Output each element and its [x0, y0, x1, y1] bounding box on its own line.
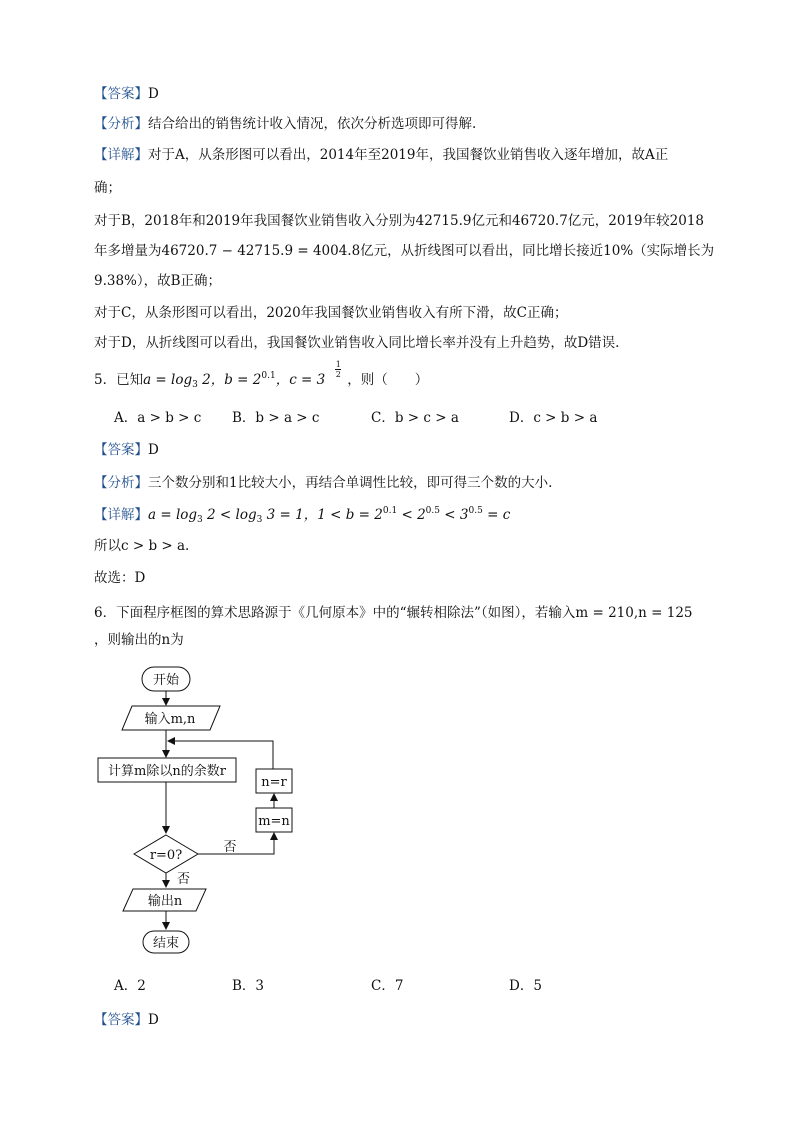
- q5-option-b: B．b > a > c: [232, 410, 320, 426]
- q5-c-exponent: [325, 360, 347, 388]
- q6-option-c: C．7: [371, 978, 404, 994]
- flow-end-label: 结束: [152, 936, 180, 951]
- flow-no-label: 否: [223, 840, 237, 855]
- answer-value: D: [148, 86, 159, 102]
- q6-answer-line: [94, 1010, 159, 1030]
- q5-detail-rest: 3 = 1，1 < b = 2: [262, 507, 383, 523]
- q5-detail-end: = c: [482, 507, 511, 523]
- answer-line-1: [94, 84, 159, 104]
- q6-option-b: B．3: [232, 978, 265, 994]
- q5-analysis-line: [94, 473, 552, 493]
- detail-line-1: [94, 145, 668, 165]
- q5-c-exp-num: 1: [335, 360, 341, 369]
- flow-assign-n-label: n=r: [261, 775, 287, 790]
- q5-detail-sub2: 3: [256, 515, 263, 525]
- q5-detail-exp1: 0.1: [382, 506, 398, 516]
- q6-stem-line-2: ，则输出的n为: [94, 632, 184, 648]
- q5-suffix: ，则（ ）: [347, 372, 429, 388]
- analysis-line-1: [94, 114, 476, 134]
- flow-yes-label: 否: [177, 872, 191, 887]
- detail-line-3: 对于B，2018年和2019年我国餐饮业销售收入分别为42715.9亿元和46720.7亿元，2019年较2018: [94, 213, 704, 229]
- q5-a-arg: 2: [197, 372, 211, 388]
- analysis-tag: 【分析】: [94, 116, 148, 132]
- q5-detail-mid: 2 < log: [202, 507, 257, 523]
- q5-detail-sub1: 3: [197, 515, 203, 525]
- detail-line-2: 确；: [94, 180, 121, 196]
- flow-output-label: 输出n: [147, 894, 183, 909]
- detail-line-7: 对于D，从折线图可以看出，我国餐饮业销售收入同比增长率并没有上升趋势，故D错误.: [94, 335, 620, 351]
- flowchart: [90, 655, 320, 955]
- q5-analysis-text: 三个数分别和1比较大小，再结合单调性比较，即可得三个数的大小.: [148, 475, 553, 491]
- q6-answer-value: D: [148, 1012, 159, 1028]
- detail-line-4: 年多增量为46720.7 − 42715.9 = 4004.8亿元，从折线图可以看出，同比增长接近10%（实际增长为: [94, 243, 715, 259]
- q5-b-exp: 0.1: [261, 371, 276, 381]
- q5-b-def: ，b = 2: [210, 372, 262, 388]
- q5-answer-line: [94, 440, 159, 460]
- q5-detail-a: a = log: [148, 507, 198, 523]
- q5-answer-tag: 【答案】: [94, 442, 148, 458]
- q6-option-a: A．2: [114, 978, 146, 994]
- q5-option-a: A．a > b > c: [114, 410, 202, 426]
- q5-detail-exp3: 0.5: [468, 506, 483, 516]
- answer-tag: 【答案】: [94, 86, 148, 102]
- q5-option-d: D．c > b > a: [509, 410, 598, 426]
- q5-a-sub: 3: [192, 380, 198, 390]
- flow-assign-m-label: m=n: [258, 814, 290, 829]
- q5-analysis-tag: 【分析】: [94, 475, 148, 491]
- q5-choose-line: 故选：D: [94, 570, 146, 586]
- flow-start-label: 开始: [152, 673, 180, 688]
- q5-so-line: 所以c > b > a.: [94, 538, 190, 554]
- detail-line-5: 9.38%），故B正确；: [94, 273, 222, 289]
- detail-text: 对于A，从条形图可以看出，2014年至2019年，我国餐饮业销售收入逐年增加，故A正: [148, 147, 669, 163]
- detail-tag: 【详解】: [94, 147, 148, 163]
- q5-a-def: a = log: [143, 372, 193, 388]
- flow-compute-label: 计算m除以n的余数r: [108, 764, 226, 779]
- q6-answer-tag: 【答案】: [94, 1012, 148, 1028]
- q5-c-def: ，c = 3: [275, 372, 326, 388]
- q5-detail-line: [94, 505, 510, 525]
- analysis-text: 结合给出的销售统计收入情况，依次分析选项即可得解.: [148, 116, 477, 132]
- q5-prefix: 5．已知: [94, 372, 144, 388]
- q5-c-exp-den: 2: [335, 370, 341, 379]
- q5-answer-value: D: [148, 442, 159, 458]
- q6-option-d: D．5: [509, 978, 542, 994]
- q5-detail-lt: < 2: [397, 507, 426, 523]
- q5-detail-lt2: < 3: [440, 507, 469, 523]
- q5-stem: [94, 360, 429, 390]
- detail-line-6: 对于C，从条形图可以看出，2020年我国餐饮业销售收入有所下滑，故C正确；: [94, 305, 568, 321]
- q6-stem-line-1: 6．下面程序框图的算术思路源于《几何原本》中的“辗转相除法”（如图），若输入m = 210,n = 125: [94, 605, 693, 621]
- flow-decision-label: r=0?: [149, 848, 183, 863]
- q5-option-c: C．b > c > a: [371, 410, 459, 426]
- q5-detail-tag: 【详解】: [94, 507, 148, 523]
- q5-detail-exp2: 0.5: [425, 506, 440, 516]
- flow-input-label: 输入m,n: [144, 712, 196, 727]
